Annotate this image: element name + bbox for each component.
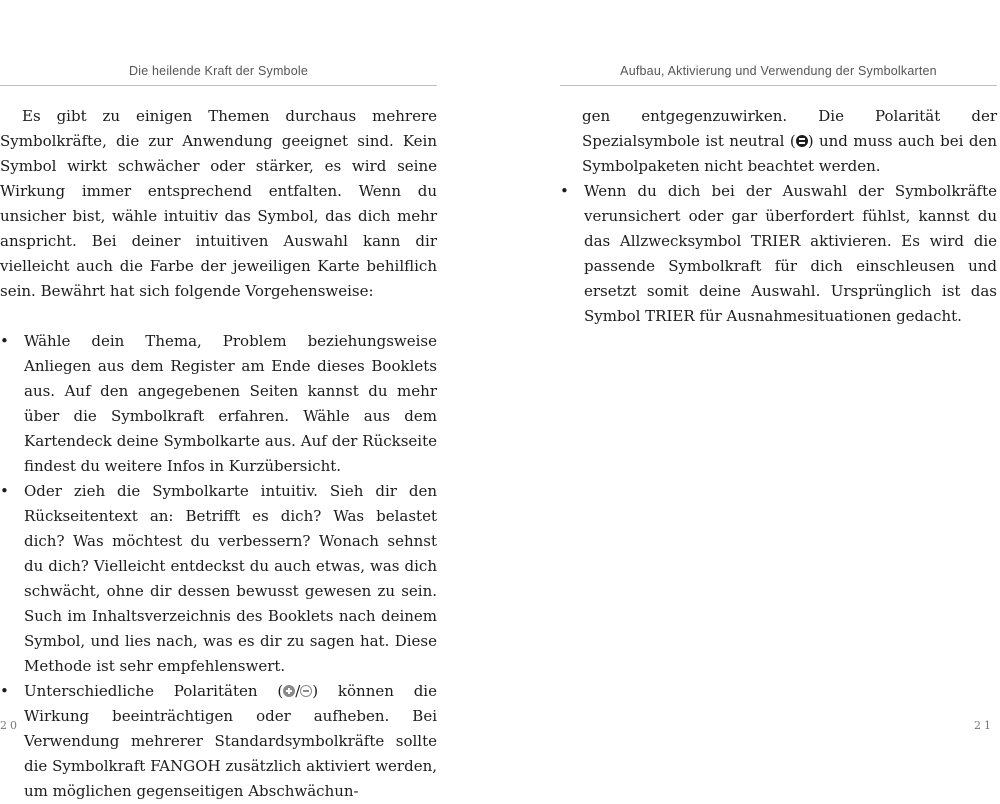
page-number-right: 21 bbox=[974, 719, 994, 732]
intro-paragraph: Es gibt zu einigen Themen durchaus mehrere Symbolkräfte, die zur Anwendung geeignet sind. Kein Symbol wirkt schwächer oder stärker, es wird seine Wirkung immer entsprechend entfalten. Wenn du unsicher bist, wähle intuitiv das Symbol, das dich mehr anspricht. Bei deiner intuitiven Auswahl kann dir vielleicht auch die Farbe der jeweiligen Karte behilflich sein. Bewährt hat sich folgende Vorgehensweise: bbox=[0, 107, 437, 300]
header-title: Die heilende Kraft der Symbole bbox=[128, 64, 308, 78]
polarity-plus-icon bbox=[283, 685, 295, 697]
right-page bbox=[560, 0, 997, 800]
list-item bbox=[0, 679, 437, 804]
list-item-text: Unterschiedliche Polaritäten ( bbox=[24, 682, 284, 700]
polarity-minus-icon bbox=[300, 685, 312, 697]
separator: / bbox=[295, 682, 301, 700]
steps-list-continued bbox=[560, 179, 997, 329]
list-item: • Oder zieh die Symbolkarte intuitiv. Sieh dir den Rückseitentext an: Betrifft es dich? Was belastet dich? Was möchtest du verbessern? Wonach sehnst du dich? Vielleicht entdeckst du auch etwas, was dich schwächt, ohne dir dessen bewusst gewesen zu sein. Such im Inhaltsverzeichnis des Booklets nach deinem Symbol, und lies nach, was es dir zu sagen hat. Diese Methode ist sehr empfehlenswert. bbox=[0, 479, 437, 679]
left-page bbox=[0, 0, 437, 800]
continued-text: gen entgegenzuwirken. Die Polarität der Spezialsymbole ist neutral ( bbox=[582, 107, 997, 150]
left-body bbox=[0, 104, 437, 804]
steps-list bbox=[0, 329, 437, 804]
right-body bbox=[582, 104, 997, 329]
continued-text: ) und muss auch bei den Symbolpaketen nicht beachtet werden. bbox=[582, 132, 997, 175]
running-header-right bbox=[560, 63, 997, 86]
polarity-neutral-icon bbox=[796, 135, 808, 147]
list-item: • Wähle dein Thema, Problem beziehungsweise Anliegen aus dem Register am Ende dieses Booklets aus. Auf den angegebenen Seiten kannst du mehr über die Symbolkraft erfahren. Wähle aus dem Kartendeck deine Symbolkarte aus. Auf der Rückseite findest du weitere Infos in Kurzübersicht. bbox=[0, 329, 437, 479]
running-header-left bbox=[0, 63, 437, 86]
header-title: Aufbau, Aktivierung und Verwendung der Symbolkarten bbox=[620, 64, 937, 78]
page-number-left: 20 bbox=[0, 719, 20, 732]
list-item-text: ) können die Wirkung beeinträchtigen oder aufheben. Bei Verwendung mehrerer Standardsymbolkräfte sollte die Symbolkraft FANGOH zusätzlich aktiviert werden, um möglichen gegenseitigen Abschwächun- bbox=[24, 682, 437, 800]
list-item: • Wenn du dich bei der Auswahl der Symbolkräfte verunsichert oder gar überfordert fühlst, kannst du das Allzwecksymbol TRIER aktivieren. Es wird die passende Symbolkraft für dich einschleusen und ersetzt somit deine Auswahl. Ursprünglich ist das Symbol TRIER für Ausnahmesituationen gedacht. bbox=[560, 179, 997, 329]
continued-paragraph bbox=[582, 104, 997, 179]
